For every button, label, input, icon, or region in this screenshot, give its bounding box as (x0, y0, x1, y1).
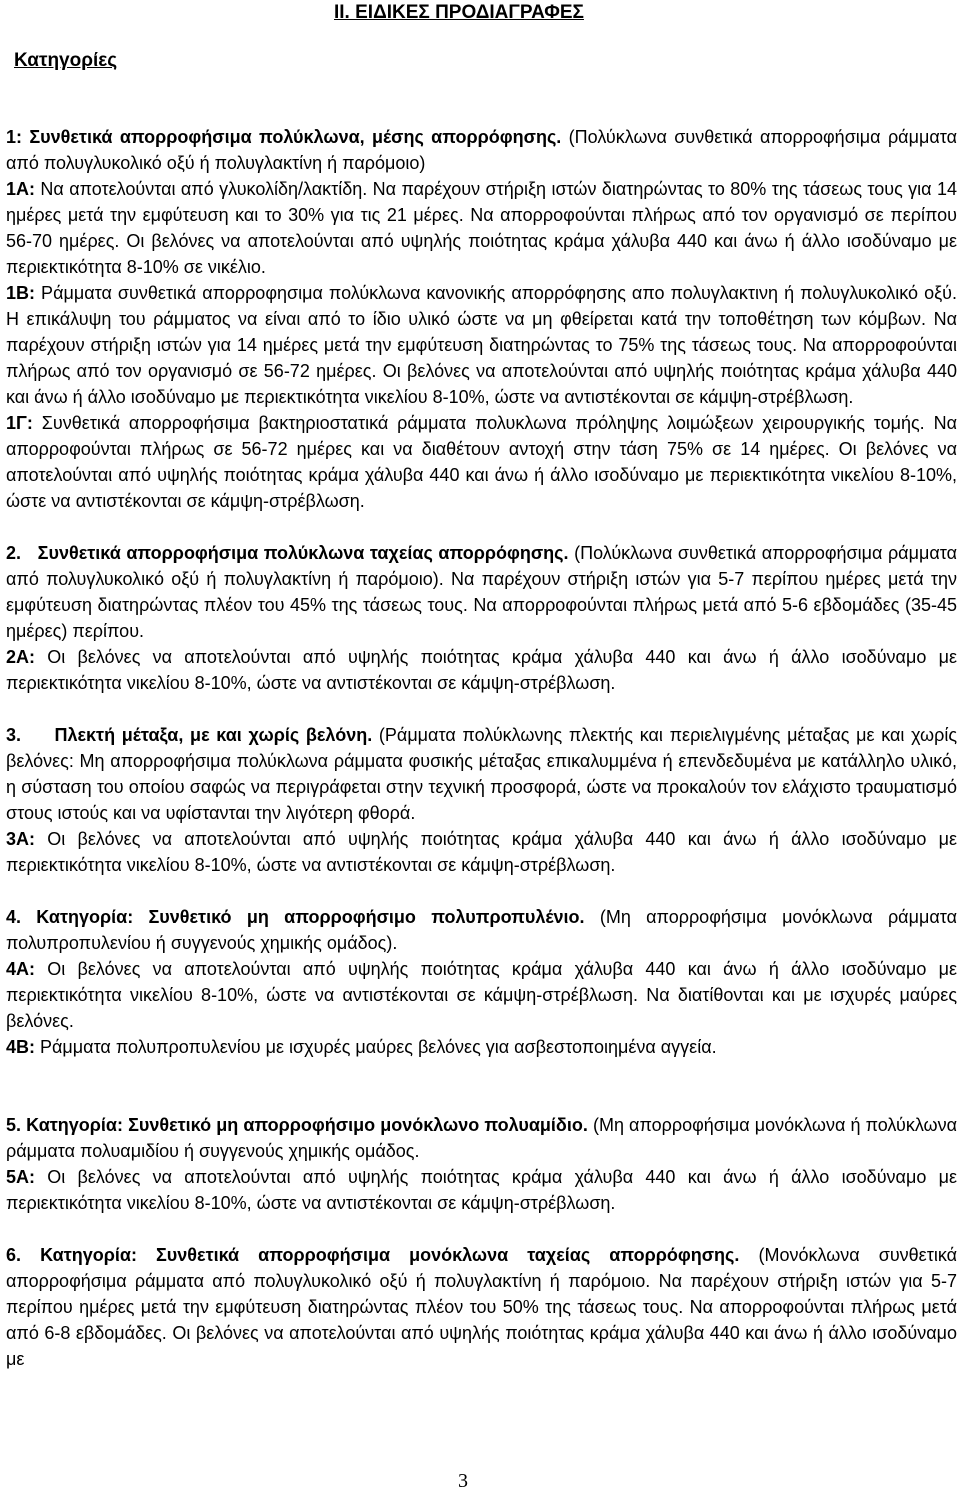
section-1 (6, 124, 957, 176)
section-lead: 1: Συνθετικά απορροφήσιμα πολύκλωνα, μέσης απορρόφησης. (6, 127, 562, 147)
section-2 (6, 540, 957, 644)
section-lead: 3Α: (6, 829, 36, 849)
categories-heading: Κατηγορίες (14, 50, 118, 71)
section-text: (Πολύκλωνα συνθετικά απορροφήσιμα ράμματα από πολυγλυκολικό οξύ ή πολυγλακτίνη ή παρόμοιο) (6, 127, 957, 173)
section-lead: 3. Πλεκτή μέταξα, με και χωρίς βελόνη. (6, 725, 373, 745)
section-lead: 6. Κατηγορία: Συνθετικά απορροφήσιμα μονόκλωνα ταχείας απορρόφησης. (6, 1245, 740, 1265)
page-title: ΙΙ. ΕΙΔΙΚΕΣ ΠΡΟΔΙΑΓΡΑΦΕΣ (334, 2, 584, 23)
section-text: (Μη απορροφήσιμα μονόκλωνα ράμματα πολυπροπυλενίου ή συγγενούς χημικής ομάδος). (6, 907, 957, 953)
section-3 (6, 722, 957, 826)
section-lead: 4Α: (6, 959, 36, 979)
page-number: 3 (458, 1470, 468, 1492)
section-text: (Μη απορροφήσιμα μονόκλωνα ή πολύκλωνα ράμματα πολυαμιδίου ή συγγενούς χημικής ομάδος. (6, 1115, 958, 1161)
section-lead: 2. Συνθετικά απορροφήσιμα πολύκλωνα ταχείας απορρόφησης. (6, 543, 569, 563)
section-4b (6, 1034, 957, 1060)
section-text: Οι βελόνες να αποτελούνται από υψηλής ποιότητας κράμα χάλυβα 440 και άνω ή άλλο ισοδύναμο με περιεκτικότητα νικελίου 8-10%, ώστε να αντιστέκονται σε κάμψη-στρέβλωση. (6, 829, 957, 875)
section-2a (6, 644, 957, 696)
section-text: Συνθετικά απορροφήσιμα βακτηριοστατικά ράμματα πολυκλωνα πρόληψης λοιμώξεων χειρουργικής τομής. Να απορροφούνται πλήρως σε 56-72 ημέρες και να διαθέτουν αντοχή στην τάση 75% σε 14 ημέρες. Οι βελόνες να αποτελούνται από υψηλής ποιότητας κράμα χάλυβα 440 και άνω ή άλλο ισοδύναμο με περιεκτικότητα νικελίου 8-10%, ώστε να αντιστέκονται σε κάμψη-στρέβλωση. (6, 413, 957, 511)
section-6 (6, 1242, 957, 1372)
section-lead: 4. Κατηγορία: Συνθετικό μη απορροφήσιμο πολυπροπυλένιο. (6, 907, 585, 927)
section-text: (Ράμματα πολύκλωνης πλεκτής και περιελιγμένης μέταξας με και χωρίς βελόνες: Μη απορροφήσιμα πολύκλωνα ράμματα φυσικής μέταξας επικαλυμμένα ή επενδεδυμένα με κατάλληλο υλικό, η σύσταση του οποίου σαφώς να περιγράφεται στην τεχνική προσφορά, ώστε να προκαλούν τον ελάχιστο τραυματισμό στους ιστούς και να υφίστανται την λιγότερη φθορά. (6, 725, 958, 823)
section-3a (6, 826, 957, 878)
section-lead: 1Β: (6, 283, 36, 303)
section-1a (6, 176, 957, 280)
section-lead: 1Γ: (6, 413, 33, 433)
section-text: Ράμματα συνθετικά απορροφησιμα πολύκλωνα κανονικής απορρόφησης απο πολυγλακτινη ή πολυγλυκολικό οξύ. Η επικάλυψη του ράμματος να είναι από το ίδιο υλικό ώστε να μη φθείρεται κατά την τοποθέτηση των κόμβων. Να παρέχουν στήριξη ιστών για 14 ημέρες μετά την εμφύτευση διατηρώντας το 75% της τάσεως τους. Να απορροφούνται πλήρως από τον οργανισμό σε 56-72 ημέρες. Οι βελόνες να αποτελούνται από υψηλής ποιότητας κράμα χάλυβα 440 και άνω ή άλλο ισοδύναμο με περιεκτικότητα νικελίου 8-10%, ώστε να αντιστέκονται σε κάμψη-στρέβλωση. (6, 283, 957, 407)
section-text: Οι βελόνες να αποτελούνται από υψηλής ποιότητας κράμα χάλυβα 440 και άνω ή άλλο ισοδύναμο με περιεκτικότητα νικελίου 8-10%, ώστε να αντιστέκονται σε κάμψη-στρέβλωση. Να διατίθονται και με ισχυρές μαύρες βελόνες. (6, 959, 957, 1031)
section-text: Οι βελόνες να αποτελούνται από υψηλής ποιότητας κράμα χάλυβα 440 και άνω ή άλλο ισοδύναμο με περιεκτικότητα νικελίου 8-10%, ώστε να αντιστέκονται σε κάμψη-στρέβλωση. (6, 1167, 957, 1213)
section-5 (6, 1112, 957, 1164)
section-text: Ράμματα πολυπροπυλενίου με ισχυρές μαύρες βελόνες για ασβεστοποιημένα αγγεία. (35, 1037, 717, 1057)
section-lead: 5. Κατηγορία: Συνθετικό μη απορροφήσιμο μονόκλωνο πολυαμίδιο. (6, 1115, 588, 1135)
section-1b (6, 280, 957, 410)
document-body (6, 98, 957, 1372)
section-text: Οι βελόνες να αποτελούνται από υψηλής ποιότητας κράμα χάλυβα 440 και άνω ή άλλο ισοδύναμο με περιεκτικότητα νικελίου 8-10%, ώστε να αντιστέκονται σε κάμψη-στρέβλωση. (6, 647, 957, 693)
section-4 (6, 904, 957, 956)
section-text: (Μονόκλωνα συνθετικά απορροφήσιμα ράμματα από πολυγλυκολικό οξύ ή πολυγλακτίνη ή παρόμοιο. Να παρέχουν στήριξη ιστών για 5-7 περίπου ημέρες μετά την εμφύτευση διατηρώντας πλέον του 50% της τάσεως τους. Να απορροφούνται πλήρως μετά από 6-8 εβδομάδες. Οι βελόνες να αποτελούνται από υψηλής ποιότητας κράμα χάλυβα 440 και άνω ή άλλο ισοδύναμο με (6, 1245, 957, 1369)
section-text: (Πολύκλωνα συνθετικά απορροφήσιμα ράμματα από πολυγλυκολικό οξύ ή πολυγλακτίνη ή παρόμοιο). Να παρέχουν στήριξη ιστών για 5-7 περίπου ημέρες μετά την εμφύτευση διατηρώντας πλέον του 45% της τάσεως τους. Να απορροφούνται πλήρως μετά από 5-6 εβδομάδες (35-45 ημέρες) περίπου. (6, 543, 958, 641)
section-5a (6, 1164, 957, 1216)
section-text: Να αποτελούνται από γλυκολίδη/λακτίδη. Να παρέχουν στήριξη ιστών διατηρώντας το 80% της τάσεως τους για 14 ημέρες μετά την εμφύτευση και το 30% για τις 21 μέρες. Να απορροφούνται πλήρως από τον οργανισμό σε περίπου 56-70 ημέρες. Οι βελόνες να αποτελούνται από υψηλής ποιότητας κράμα χάλυβα 440 και άνω ή άλλο ισοδύναμο με περιεκτικότητα 8-10% σε νικέλιο. (6, 179, 957, 277)
section-lead: 2Α: (6, 647, 36, 667)
section-4a (6, 956, 957, 1034)
section-1c (6, 410, 957, 514)
section-lead: 5Α: (6, 1167, 36, 1187)
section-lead: 1Α: (6, 179, 36, 199)
section-lead: 4Β: (6, 1037, 36, 1057)
